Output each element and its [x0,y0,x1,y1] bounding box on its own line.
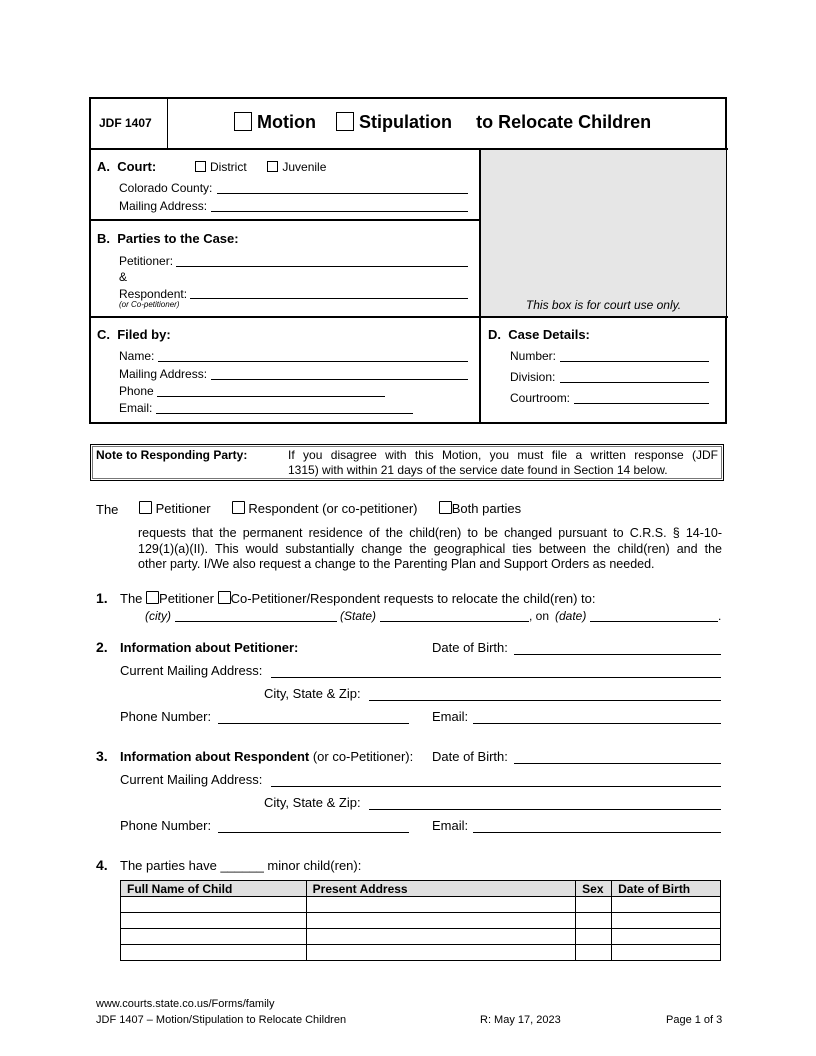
s3-dob-field[interactable] [514,763,721,764]
form-id: JDF 1407 [99,116,152,130]
s3-dob-label: Date of Birth: [432,749,508,764]
court-type [195,160,326,174]
division-label: Division: [510,370,556,384]
filed-by-label: C. Filed by: [97,327,171,342]
table-cell[interactable] [121,929,307,945]
intro-line-3: other party. I/We also request a change to the Parenting Plan and Support Orders as needed. [138,557,655,571]
s1-copetitioner-checkbox[interactable] [218,591,231,604]
intro-respondent-label: Respondent (or co-petitioner) [248,501,418,516]
table-row [121,945,721,961]
table-cell[interactable] [121,945,307,961]
table-cell[interactable] [612,897,721,913]
filer-phone-field[interactable] [157,396,385,397]
case-number-label: Number: [510,349,557,363]
divider-ab [89,219,480,221]
s1-on: , on [529,609,550,623]
court-mailing-field[interactable] [211,211,468,212]
filer-email-field[interactable] [156,413,413,414]
stipulation-checkbox[interactable] [336,112,354,131]
district-label: District [210,160,247,174]
court-label: A. Court: [97,159,157,174]
s3-city-label: City, State & Zip: [264,795,361,810]
county-label: Colorado County: [119,181,213,195]
table-row [121,929,721,945]
division-field[interactable] [560,382,709,383]
s3-phone-field[interactable] [218,832,409,833]
intro-both-label: Both parties [451,501,522,516]
note-text [288,448,718,478]
court-use-text: This box is for court use only. [525,298,682,312]
parties-label: B. Parties to the Case: [97,231,239,246]
filer-mailing-label: Mailing Address: [119,367,208,381]
note-line-1: If you disagree with this Motion, you must file a written response (JDF [288,448,718,462]
table-cell[interactable] [576,945,612,961]
court-mailing-label: Mailing Address: [119,199,208,213]
table-cell[interactable] [612,913,721,929]
intro-petitioner-checkbox[interactable] [139,501,152,514]
intro-paragraph [138,526,722,573]
county-field[interactable] [217,193,468,194]
s3-title-rest: (or co-Petitioner): [309,749,414,764]
s1-state-field[interactable] [380,621,529,622]
s1-date-label: (date) [555,609,587,623]
stipulation-label: Stipulation [359,112,453,132]
case-number-field[interactable] [560,361,709,362]
col-date-of-birth: Date of Birth [612,881,721,897]
juvenile-checkbox[interactable] [267,161,278,172]
filer-phone-label: Phone [119,384,154,398]
filer-mailing-field[interactable] [211,379,468,380]
respondent-label: Respondent: [119,287,188,301]
s1-number: 1. [96,590,108,606]
table-cell[interactable] [121,913,307,929]
children-table-header [121,881,721,897]
s4-text: The parties have ______ minor child(ren): [120,858,362,873]
title-rest: to Relocate Children [476,112,652,132]
s1-city-field[interactable] [175,621,337,622]
s3-email-field[interactable] [473,832,721,833]
courtroom-field[interactable] [574,403,709,404]
form-title [234,112,651,133]
header-vdivider [167,97,168,149]
s1-city-label: (city) [145,609,171,623]
table-cell[interactable] [576,929,612,945]
intro-line-2: 129(1)(a)(II). This would substantially change the geographical ties between the child(ren) and the [138,541,722,556]
s2-email-field[interactable] [473,723,721,724]
s1-state-label: (State) [340,609,377,623]
table-row [121,897,721,913]
motion-checkbox[interactable] [234,112,252,131]
intro-respondent-checkbox[interactable] [232,501,245,514]
table-cell[interactable] [121,897,307,913]
filer-name-label: Name: [119,349,155,363]
s1-date-field[interactable] [590,621,718,622]
intro-the: The [96,502,119,517]
table-cell[interactable] [576,913,612,929]
s1-petitioner-checkbox[interactable] [146,591,159,604]
s3-title [120,749,413,764]
intro-both-checkbox[interactable] [439,501,452,514]
children-table [120,880,721,961]
courtroom-label: Courtroom: [510,391,571,405]
s2-number: 2. [96,639,108,655]
juvenile-label: Juvenile [282,160,327,174]
respondent-field[interactable] [190,298,468,299]
divider-cd [89,316,728,318]
table-cell[interactable] [612,929,721,945]
intro-options [139,501,521,516]
s2-phone-field[interactable] [218,723,409,724]
s3-city-field[interactable] [369,809,721,810]
s4-number: 4. [96,857,108,873]
s3-phone-label: Phone Number: [120,818,212,833]
s2-mailing-field[interactable] [271,677,721,678]
footer-url: www.courts.state.co.us/Forms/family [96,998,275,1010]
s2-city-label: City, State & Zip: [264,686,361,701]
table-cell[interactable] [306,913,576,929]
s3-mailing-label: Current Mailing Address: [120,772,263,787]
col-present-address: Present Address [306,881,576,897]
intro-petitioner-label: Petitioner [155,501,211,516]
s1-petitioner-label: Petitioner [159,591,214,606]
note-line-2: 1315) with within 21 days of the service date found in Section 14 below. [288,463,668,477]
petitioner-field[interactable] [176,266,468,267]
s1-the: The [120,591,143,606]
petitioner-label: Petitioner: [119,254,174,268]
footer-page: Page 1 of 3 [666,1014,723,1026]
table-cell[interactable] [306,929,576,945]
table-cell[interactable] [612,945,721,961]
s2-phone-label: Phone Number: [120,709,212,724]
s2-mailing-label: Current Mailing Address: [120,663,263,678]
col-full-name: Full Name of Child [121,881,307,897]
s1-period: . [718,609,722,623]
middle-vdivider [479,149,481,422]
table-row [121,913,721,929]
co-petitioner-note: (or Co-petitioner) [119,300,180,309]
s3-email-label: Email: [432,818,469,833]
footer-revised: R: May 17, 2023 [480,1014,561,1026]
court-use-box [481,150,726,316]
col-sex: Sex [576,881,612,897]
filer-name-field[interactable] [158,361,468,362]
footer-form: JDF 1407 – Motion/Stipulation to Relocate Children [96,1014,347,1026]
s2-city-field[interactable] [369,700,721,701]
case-details-label: D. Case Details: [488,327,590,342]
s3-title-bold: Information about Respondent [120,749,310,764]
s2-dob-label: Date of Birth: [432,640,508,655]
note-label: Note to Responding Party: [96,448,248,462]
s1-text [120,591,596,606]
table-cell[interactable] [576,897,612,913]
filer-email-label: Email: [119,401,153,415]
s2-title: Information about Petitioner: [120,640,299,655]
district-checkbox[interactable] [195,161,206,172]
s2-email-label: Email: [432,709,469,724]
s2-dob-field[interactable] [514,654,721,655]
amp: & [119,270,128,284]
motion-label: Motion [257,112,316,132]
intro-line-1: requests that the permanent residence of the child(ren) to be changed pursuant to C.R.S. § 14-10- [138,526,722,540]
table-cell[interactable] [306,945,576,961]
s3-number: 3. [96,748,108,764]
table-cell[interactable] [306,897,576,913]
s1-rest: Co-Petitioner/Respondent requests to relocate the child(ren) to: [230,591,596,606]
s3-mailing-field[interactable] [271,786,721,787]
